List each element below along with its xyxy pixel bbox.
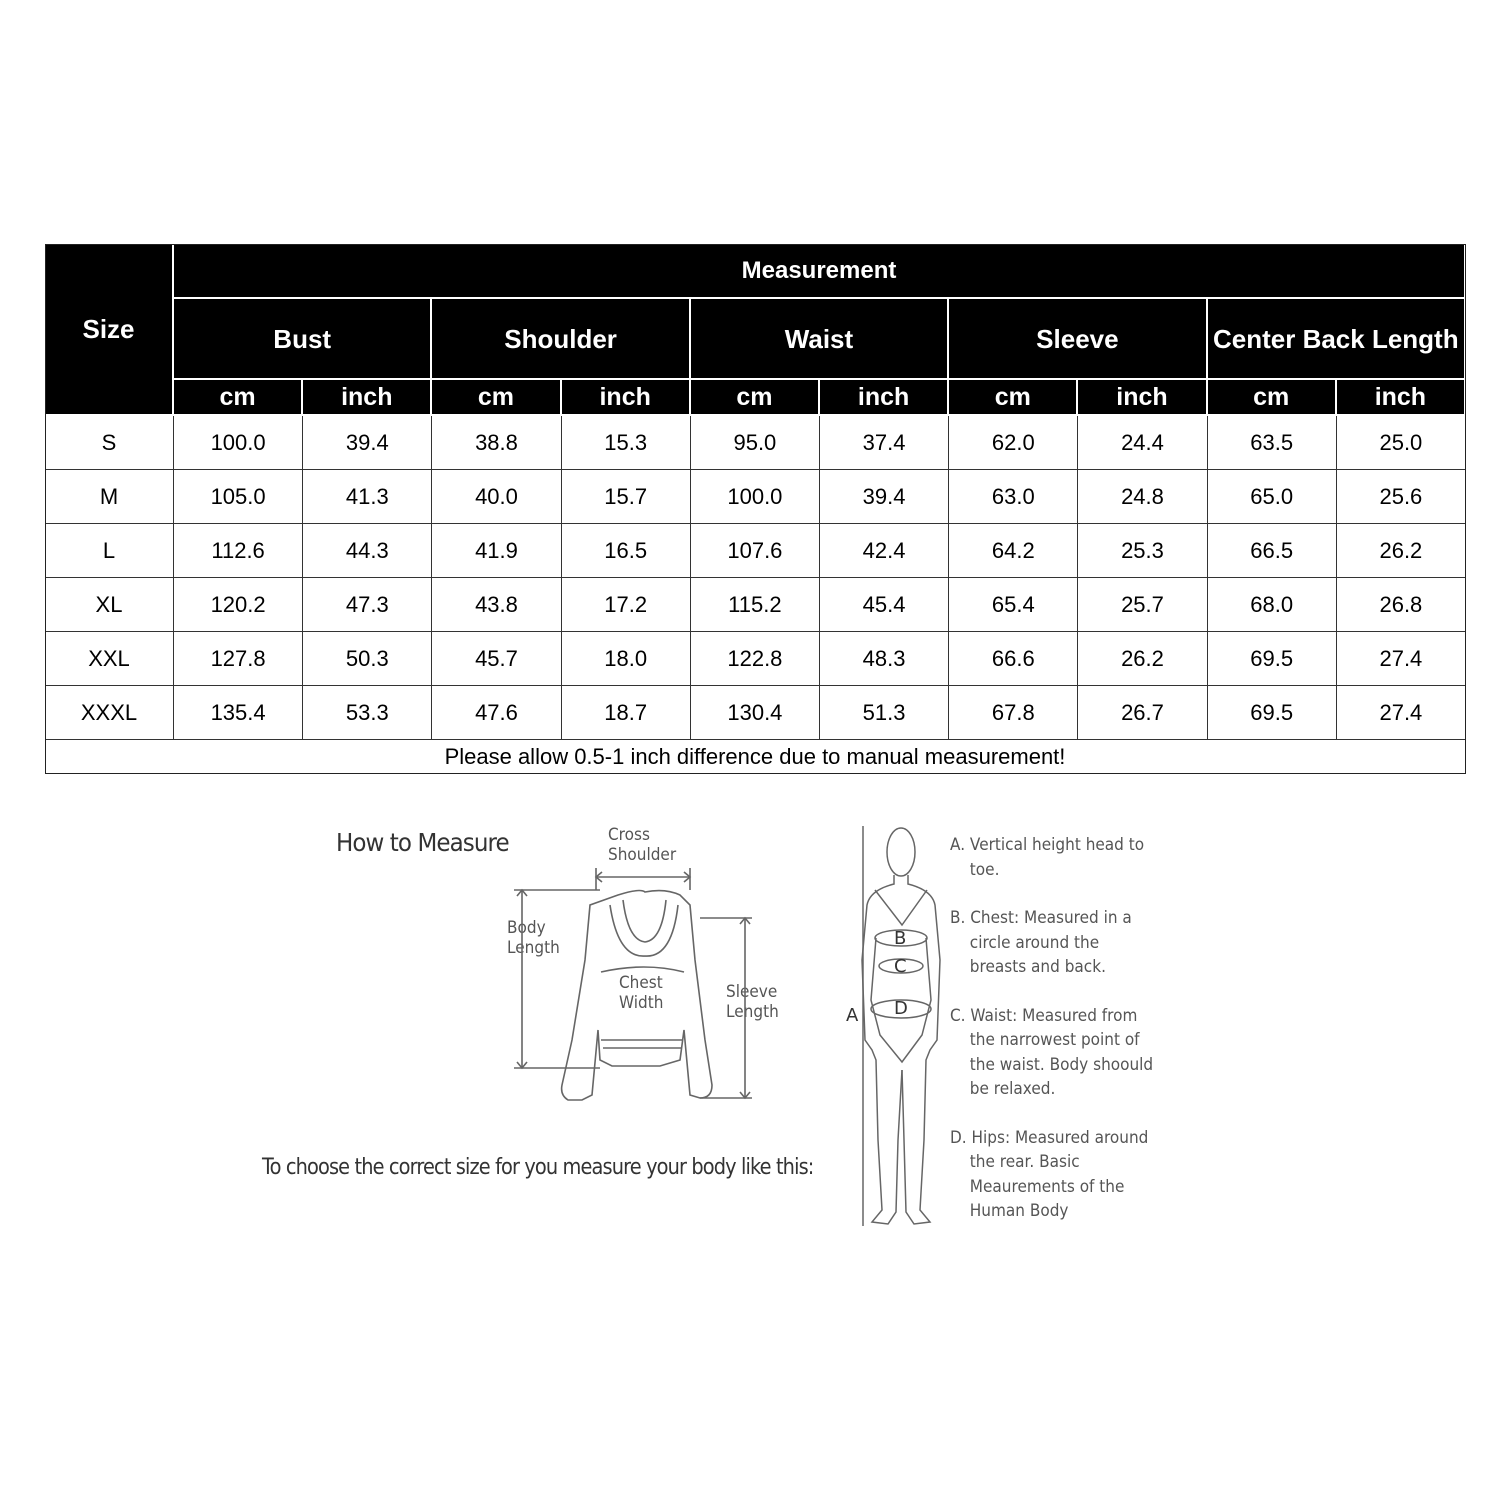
table-cell: 48.3	[820, 632, 949, 686]
note-a: A. Vertical height head to toe.	[950, 835, 1145, 880]
table-cell: 62.0	[949, 416, 1078, 470]
unit-header: cm	[1208, 380, 1337, 416]
table-cell: 47.3	[303, 578, 432, 632]
sleeve-length-label: Sleeve Length	[726, 982, 779, 1022]
table-cell: 27.4	[1337, 686, 1466, 740]
unit-header: cm	[432, 380, 561, 416]
table-cell: 25.7	[1078, 578, 1207, 632]
table-cell: 47.6	[432, 686, 561, 740]
table-cell: 26.8	[1337, 578, 1466, 632]
table-cell: 105.0	[174, 470, 303, 524]
table-cell: 107.6	[691, 524, 820, 578]
table-cell: 18.7	[562, 686, 691, 740]
table-cell: 64.2	[949, 524, 1078, 578]
size-cell: XXL	[45, 632, 174, 686]
table-cell: 18.0	[562, 632, 691, 686]
note-d: D. Hips: Measured around the rear. Basic Meaurements of the Human Body	[950, 1127, 1149, 1221]
table-cell: 63.0	[949, 470, 1078, 524]
table-cell: 25.0	[1337, 416, 1466, 470]
table-cell: 37.4	[820, 416, 949, 470]
measurement-note: Please allow 0.5-1 inch difference due to manual measurement!	[45, 740, 1466, 774]
table-cell: 68.0	[1208, 578, 1337, 632]
size-chart-table	[45, 244, 1466, 774]
table-cell: 27.4	[1337, 632, 1466, 686]
table-cell: 122.8	[691, 632, 820, 686]
size-cell: XXXL	[45, 686, 174, 740]
unit-header: inch	[1337, 380, 1466, 416]
group-header: Waist	[691, 299, 949, 380]
body-letter-b: B	[894, 928, 907, 949]
group-header: Bust	[174, 299, 432, 380]
table-cell: 112.6	[174, 524, 303, 578]
how-to-measure-title: How to Measure	[336, 828, 509, 857]
table-cell: 69.5	[1208, 686, 1337, 740]
unit-header: cm	[174, 380, 303, 416]
table-cell: 44.3	[303, 524, 432, 578]
table-cell: 40.0	[432, 470, 561, 524]
table-cell: 39.4	[820, 470, 949, 524]
size-cell: S	[45, 416, 174, 470]
table-cell: 15.3	[562, 416, 691, 470]
table-cell: 50.3	[303, 632, 432, 686]
size-cell: L	[45, 524, 174, 578]
table-cell: 53.3	[303, 686, 432, 740]
human-body-diagram-icon	[850, 822, 950, 1232]
table-cell: 24.4	[1078, 416, 1207, 470]
table-cell: 45.4	[820, 578, 949, 632]
table-cell: 24.8	[1078, 470, 1207, 524]
table-cell: 17.2	[562, 578, 691, 632]
table-cell: 135.4	[174, 686, 303, 740]
table-cell: 26.7	[1078, 686, 1207, 740]
table-cell: 115.2	[691, 578, 820, 632]
table-cell: 51.3	[820, 686, 949, 740]
table-cell: 63.5	[1208, 416, 1337, 470]
table-cell: 41.3	[303, 470, 432, 524]
table-cell: 45.7	[432, 632, 561, 686]
table-cell: 65.0	[1208, 470, 1337, 524]
table-cell: 130.4	[691, 686, 820, 740]
size-column-header: Size	[45, 244, 174, 416]
table-cell: 42.4	[820, 524, 949, 578]
unit-header: cm	[691, 380, 820, 416]
table-cell: 15.7	[562, 470, 691, 524]
unit-header: inch	[303, 380, 432, 416]
sweater-diagram-icon	[500, 860, 780, 1110]
group-header: Center Back Length	[1208, 299, 1466, 380]
table-cell: 100.0	[174, 416, 303, 470]
cross-shoulder-label: Cross Shoulder	[608, 825, 677, 865]
size-cell: M	[45, 470, 174, 524]
chest-width-label: Chest Width	[619, 973, 664, 1013]
table-cell: 26.2	[1337, 524, 1466, 578]
table-cell: 66.6	[949, 632, 1078, 686]
body-letter-a: A	[846, 1005, 859, 1026]
unit-header: inch	[562, 380, 691, 416]
body-letter-c: C	[894, 956, 907, 977]
table-cell: 26.2	[1078, 632, 1207, 686]
size-cell: XL	[45, 578, 174, 632]
note-c: C. Waist: Measured from the narrowest point of the waist. Body shoould be relaxed.	[950, 1005, 1154, 1099]
measurement-header: Measurement	[174, 244, 1466, 299]
table-cell: 127.8	[174, 632, 303, 686]
unit-header: cm	[949, 380, 1078, 416]
table-cell: 69.5	[1208, 632, 1337, 686]
choose-size-instruction: To choose the correct size for you measure your body like this:	[262, 1155, 814, 1180]
body-length-label: Body Length	[507, 918, 560, 958]
table-cell: 67.8	[949, 686, 1078, 740]
table-cell: 41.9	[432, 524, 561, 578]
unit-header: inch	[1078, 380, 1207, 416]
group-header: Shoulder	[432, 299, 690, 380]
group-header: Sleeve	[949, 299, 1207, 380]
table-cell: 43.8	[432, 578, 561, 632]
table-cell: 16.5	[562, 524, 691, 578]
table-cell: 100.0	[691, 470, 820, 524]
table-cell: 38.8	[432, 416, 561, 470]
body-letter-d: D	[894, 998, 908, 1019]
measurement-notes	[950, 833, 1157, 1248]
table-cell: 120.2	[174, 578, 303, 632]
table-cell: 66.5	[1208, 524, 1337, 578]
table-cell: 25.3	[1078, 524, 1207, 578]
table-cell: 95.0	[691, 416, 820, 470]
unit-header: inch	[820, 380, 949, 416]
table-cell: 65.4	[949, 578, 1078, 632]
table-cell: 39.4	[303, 416, 432, 470]
note-b: B. Chest: Measured in a circle around the breasts and back.	[950, 908, 1132, 977]
table-cell: 25.6	[1337, 470, 1466, 524]
